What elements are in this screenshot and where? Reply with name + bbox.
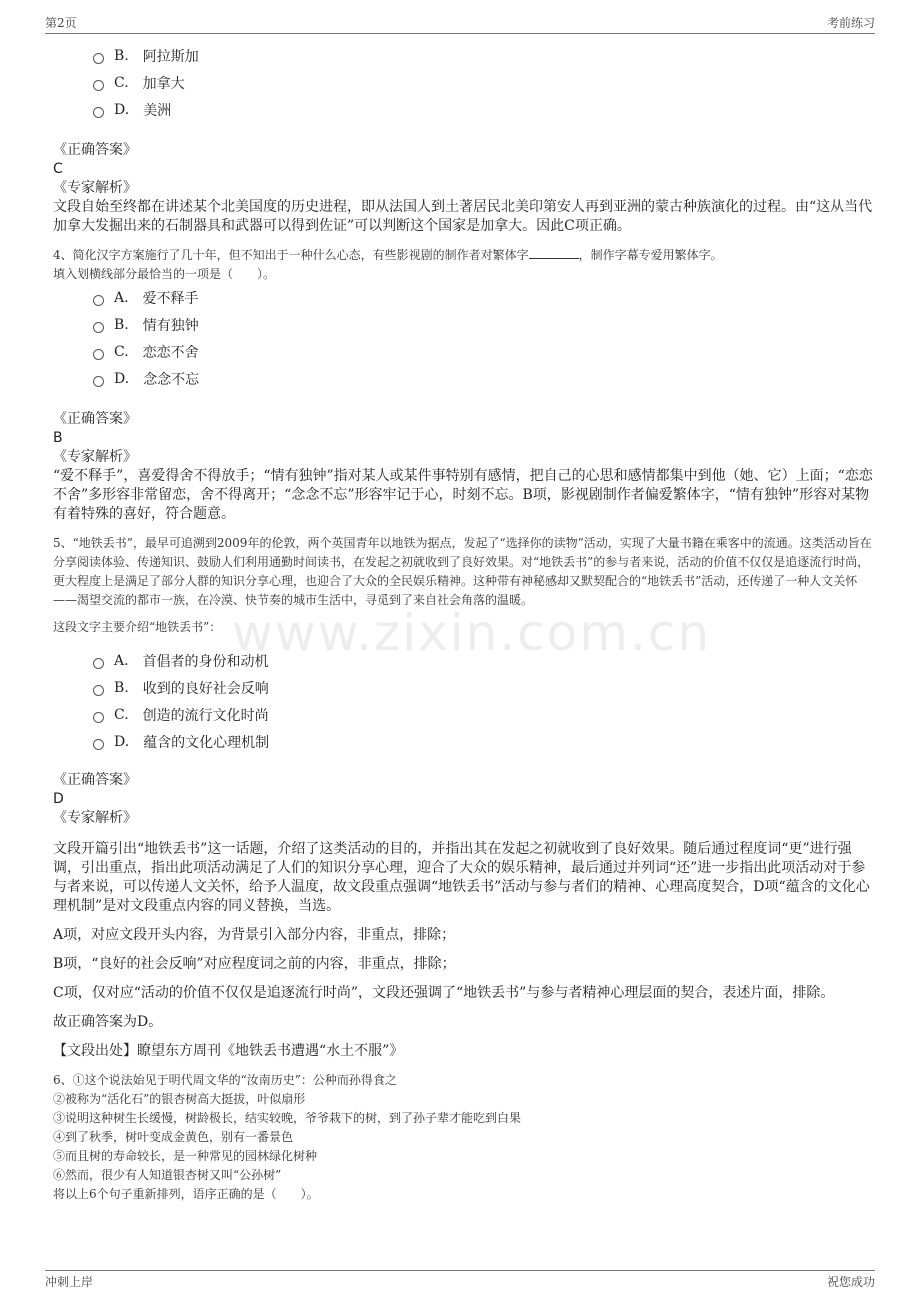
option-text: 创造的流行文化时尚 — [142, 707, 269, 724]
option-radio[interactable] — [53, 647, 873, 674]
option-text: 爱不释手 — [142, 290, 199, 307]
footer-right: 祝您成功 — [826, 1275, 875, 1289]
option-text: 首倡者的身份和动机 — [142, 653, 269, 670]
radio-circle-icon[interactable] — [93, 712, 104, 723]
question-prompt: 这段文字主要介绍“地铁丢书”： — [53, 620, 222, 634]
answer-value: C — [53, 161, 63, 177]
analysis-text: A项，对应文段开头内容，为背景引入部分内容，非重点，排除； — [53, 927, 456, 943]
analysis-text: 文段自始至终都在讲述某个北美国度的历史进程，即从法国人到土著居民北美印第安人再到亚洲的蒙古种族演化的过程。由“这从当代加拿大发掘出来的石制器具和武器可以得到佐证”可以判断这个国家是加拿大。因此C项正确。 — [53, 199, 873, 234]
radio-circle-icon[interactable] — [93, 349, 104, 360]
answer-label: 《正确答案》 — [53, 411, 137, 427]
option-radio[interactable] — [53, 69, 873, 96]
radio-circle-icon[interactable] — [93, 685, 104, 696]
footer-divider — [45, 1270, 875, 1271]
option-text: 蕴含的文化心理机制 — [143, 734, 270, 751]
analysis-text: “爱不释手”，喜爱得舍不得放手；“情有独钟”指对某人或某件事特别有感情，把自己的心思和感情都集中到他（她、它）上面；“恋恋不舍”多形容非常留恋，舍不得离开；“念念不忘”形容牢记于心，时刻不忘。B项，影视剧制作者偏爱繁体字，“情有独钟”形容对某物有着特殊的喜好，符合题意。 — [53, 468, 873, 522]
header-divider — [45, 33, 875, 34]
option-letter: C. — [114, 343, 129, 360]
header-page-number: 第2页 — [45, 16, 77, 30]
analysis-text: 故正确答案为D。 — [53, 1014, 163, 1030]
sentence-line: ⑥然而，很少有人知道银杏树又叫“公孙树” — [53, 1168, 282, 1182]
option-text: 加拿大 — [142, 75, 185, 92]
stem-part: ，制作字幕专爱用繁体字。 — [578, 248, 723, 262]
sentence-line: ②被称为“活化石”的银杏树高大挺拔，叶似扇形 — [53, 1092, 306, 1106]
option-radio[interactable] — [53, 42, 873, 69]
option-letter: D. — [114, 370, 130, 387]
source-citation: 【文段出处】瞭望东方周刊《地铁丢书遭遇“水土不服”》 — [53, 1043, 404, 1059]
option-radio[interactable] — [53, 701, 873, 728]
option-letter: D. — [114, 101, 130, 118]
q4-options — [53, 284, 873, 392]
option-letter: B. — [114, 47, 129, 64]
answer-value: D — [53, 791, 64, 807]
question-6 — [53, 1071, 873, 1204]
option-radio[interactable] — [53, 96, 873, 123]
watermark: www.zixin.com.cn — [232, 604, 712, 662]
analysis-text: C项，仅对应“活动的价值不仅仅是追逐流行时尚”，文段还强调了“地铁丢书”与参与者精神心理层面的契合，表述片面，排除。 — [53, 985, 835, 1001]
option-letter: A. — [114, 289, 129, 306]
option-radio[interactable] — [53, 284, 873, 311]
header-title: 考前练习 — [826, 16, 875, 30]
analysis-label: 《专家解析》 — [53, 810, 137, 826]
analysis-text: B项，“良好的社会反响”对应程度词之前的内容，非重点，排除； — [53, 956, 456, 972]
analysis-label: 《专家解析》 — [53, 180, 137, 196]
option-letter: B. — [114, 316, 129, 333]
radio-circle-icon[interactable] — [93, 376, 104, 387]
option-letter: D. — [114, 733, 130, 750]
answer-value: B — [53, 430, 63, 446]
question-stem: 5、“地铁丢书”，最早可追溯到2009年的伦敦，两个英国青年以地铁为据点，发起了“选择你的读物”活动，实现了大量书籍在乘客中的流通。这类活动旨在分享阅读体验、传递知识、鼓励人们利用通勤时间读书，在发起之初就收到了良好效果。对“地铁丢书”的参与者来说，活动的价值不仅仅是追逐流行时尚，更大程度上是满足了部分人群的知识分享心理，也迎合了大众的全民娱乐精神。这种带有神秘感却又默契配合的“地铁丢书”活动，还传递了一种人文关怀——渴望交流的都市一族，在冷漠、快节奏的城市生活中，寻觅到了来自社会角落的温暖。 — [53, 536, 872, 607]
option-letter: B. — [114, 679, 129, 696]
sentence-line: ④到了秋季，树叶变成金黄色，别有一番景色 — [53, 1130, 294, 1144]
option-letter: A. — [114, 652, 129, 669]
radio-circle-icon[interactable] — [93, 658, 104, 669]
option-letter: C. — [114, 706, 129, 723]
option-text: 念念不忘 — [143, 371, 200, 388]
answer-label: 《正确答案》 — [53, 142, 137, 158]
radio-circle-icon[interactable] — [93, 295, 104, 306]
stem-part: 4、简化汉字方案施行了几十年，但不知出于一种什么心态，有些影视剧的制作者对繁体字 — [53, 248, 529, 262]
q3-options — [53, 42, 873, 123]
option-letter: C. — [114, 74, 129, 91]
radio-circle-icon[interactable] — [93, 322, 104, 333]
answer-label: 《正确答案》 — [53, 772, 137, 788]
option-radio[interactable] — [53, 311, 873, 338]
sentence-line: ⑤而且树的寿命较长，是一种常见的园林绿化树种 — [53, 1149, 318, 1163]
radio-circle-icon[interactable] — [93, 107, 104, 118]
analysis-text: 文段开篇引出“地铁丢书”这一话题，介绍了这类活动的目的，并指出其在发起之初就收到了良好效果。随后通过程度词“更”进行强调，引出重点，指出此项活动满足了人们的知识分享心理，迎合了大众的娱乐精神，最后通过并列词“还”进一步指出此项活动对于参与者来说，可以传递人文关怀，给予人温度，故文段重点强调“地铁丢书”活动与参与者们的精神、心理高度契合，D项“蕴含的文化心理机制”是对文段重点内容的同义替换，当选。 — [53, 841, 870, 914]
option-radio[interactable] — [53, 728, 873, 755]
option-text: 阿拉斯加 — [142, 48, 199, 65]
q5-options — [53, 647, 873, 755]
radio-circle-icon[interactable] — [93, 53, 104, 64]
question-stem — [53, 246, 873, 265]
blank-underline — [529, 246, 579, 259]
document-body — [53, 44, 873, 1204]
sentence-line: ③说明这种树生长缓慢，树龄极长，结实较晚，爷爷栽下的树，到了孙子辈才能吃到白果 — [53, 1111, 522, 1125]
option-radio[interactable] — [53, 365, 873, 392]
option-text: 恋恋不舍 — [142, 344, 199, 361]
page-footer — [45, 1273, 875, 1290]
option-text: 情有独钟 — [142, 317, 199, 334]
option-radio[interactable] — [53, 674, 873, 701]
question-prompt: 将以上6个句子重新排列，语序正确的是（ ）。 — [53, 1187, 319, 1201]
footer-left: 冲刺上岸 — [45, 1275, 94, 1289]
option-radio[interactable] — [53, 338, 873, 365]
analysis-label: 《专家解析》 — [53, 449, 137, 465]
option-text: 收到的良好社会反响 — [142, 680, 269, 697]
page-header — [45, 14, 875, 31]
radio-circle-icon[interactable] — [93, 739, 104, 750]
radio-circle-icon[interactable] — [93, 80, 104, 91]
sentence-line: 6、①这个说法始见于明代周文华的“汝南历史”：公种而孙得食之 — [53, 1073, 397, 1087]
question-prompt: 填入划横线部分最恰当的一项是（ ）。 — [53, 267, 276, 281]
option-text: 美洲 — [143, 102, 172, 119]
